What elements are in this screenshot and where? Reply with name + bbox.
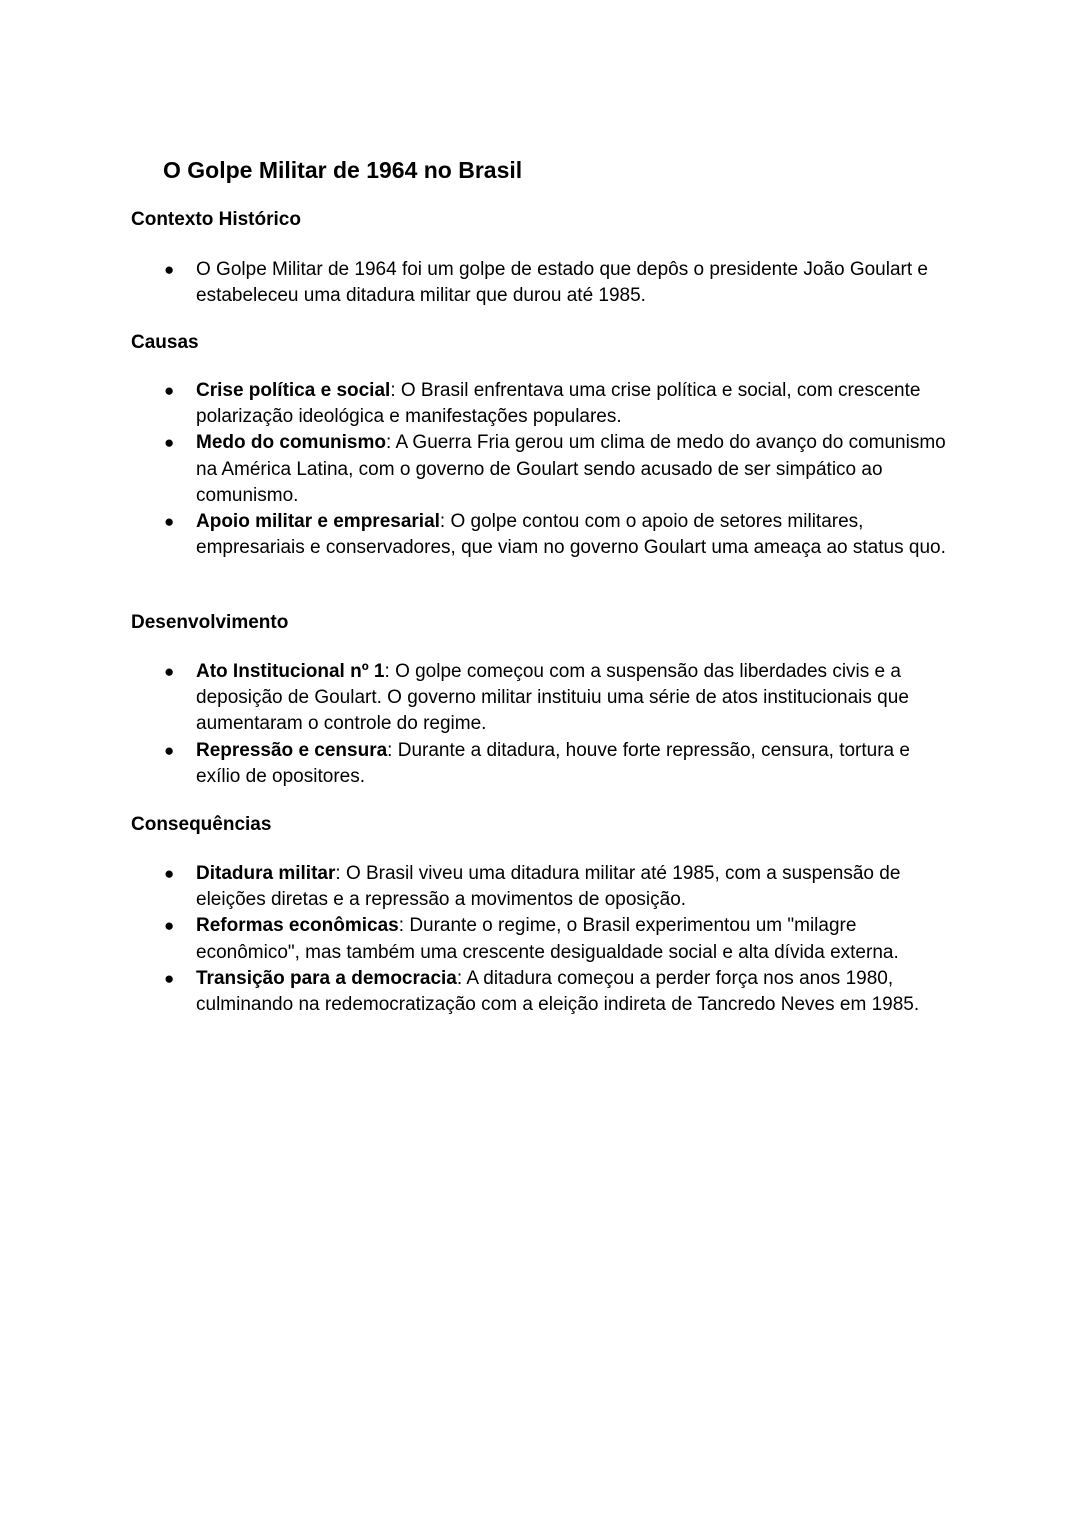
list-item bbox=[0, 913, 956, 965]
list-item bbox=[0, 659, 956, 738]
list-item bbox=[0, 509, 956, 561]
bullet-term: Ditadura militar bbox=[196, 863, 336, 884]
bullet-icon: ● bbox=[164, 512, 175, 532]
section-heading-desenvolvimento: Desenvolvimento bbox=[131, 612, 289, 633]
bullet-term: Medo do comunismo bbox=[196, 432, 386, 454]
bullet-term: Apoio militar e empresarial bbox=[196, 511, 440, 533]
bullet-list bbox=[0, 378, 1080, 561]
bullet-term: Transição para a democracia bbox=[196, 967, 457, 989]
bullet-separator: : bbox=[386, 432, 396, 454]
bullet-separator: : bbox=[439, 511, 451, 533]
bullet-text: O golpe contou com o apoio de setores militares, empresariais e conservadores, que viam no governo Goulart uma ameaça ao status quo. bbox=[196, 511, 946, 559]
bullet-separator: : bbox=[456, 967, 467, 989]
bullet-list bbox=[0, 257, 1080, 309]
bullet-list bbox=[0, 861, 1080, 1018]
list-item bbox=[0, 257, 956, 309]
list-item bbox=[0, 738, 956, 790]
bullet-text: Durante a ditadura, houve forte repressão, censura, tortura e exílio de opositores. bbox=[196, 739, 910, 787]
bullet-text: A Guerra Fria gerou um clima de medo do avanço do comunismo na América Latina, com o governo de Goulart sendo acusado de ser simpático ao comunismo. bbox=[196, 432, 946, 506]
section-heading-causas: Causas bbox=[131, 332, 199, 353]
bullet-text: A ditadura começou a perder força nos anos 1980, culminando na redemocratização com a eleição indireta de Tancredo Neves em 1985. bbox=[196, 967, 920, 1016]
bullet-term: Crise política e social bbox=[196, 380, 391, 401]
list-item bbox=[0, 378, 956, 430]
document-title: O Golpe Militar de 1964 no Brasil bbox=[163, 157, 523, 183]
bullet-separator: : bbox=[335, 863, 346, 884]
section-heading-consequencias: Consequências bbox=[131, 814, 272, 835]
bullet-icon: ● bbox=[164, 433, 175, 453]
bullet-icon: ● bbox=[164, 260, 175, 279]
bullet-icon: ● bbox=[164, 740, 175, 760]
section-heading-contexto-historico: Contexto Histórico bbox=[131, 209, 301, 230]
bullet-separator: : bbox=[387, 739, 398, 761]
bullet-text: Durante o regime, o Brasil experimentou um "milagre econômico", mas também uma crescente desigualdade social e alta dívida externa. bbox=[196, 915, 899, 963]
list-item bbox=[0, 861, 956, 913]
bullet-icon: ● bbox=[164, 662, 175, 681]
list-item bbox=[0, 966, 956, 1018]
bullet-text: O golpe começou com a suspensão das liberdades civis e a deposição de Goulart. O governo militar instituiu uma série de atos institucionais que aumentaram o controle do regime. bbox=[196, 661, 909, 735]
bullet-term: Ato Institucional nº 1 bbox=[196, 661, 385, 682]
bullet-term: Reformas econômicas bbox=[196, 915, 399, 937]
bullet-icon: ● bbox=[164, 864, 175, 883]
bullet-text: O Brasil enfrentava uma crise política e social, com crescente polarização ideológica e manifestações populares. bbox=[196, 380, 921, 428]
bullet-icon: ● bbox=[164, 381, 175, 400]
bullet-text: O Brasil viveu uma ditadura militar até 1985, com a suspensão de eleições diretas e a repressão a movimentos de oposição. bbox=[196, 863, 901, 911]
bullet-separator: : bbox=[384, 661, 396, 682]
bullet-text: O Golpe Militar de 1964 foi um golpe de estado que depôs o presidente João Goulart e estabeleceu uma ditadura militar que durou até 1985. bbox=[196, 259, 928, 307]
bullet-icon: ● bbox=[164, 916, 175, 936]
bullet-list bbox=[0, 659, 1080, 790]
bullet-separator: : bbox=[398, 915, 410, 937]
bullet-icon: ● bbox=[164, 968, 175, 988]
bullet-separator: : bbox=[390, 380, 401, 401]
bullet-term: Repressão e censura bbox=[196, 739, 388, 761]
list-item bbox=[0, 430, 956, 509]
